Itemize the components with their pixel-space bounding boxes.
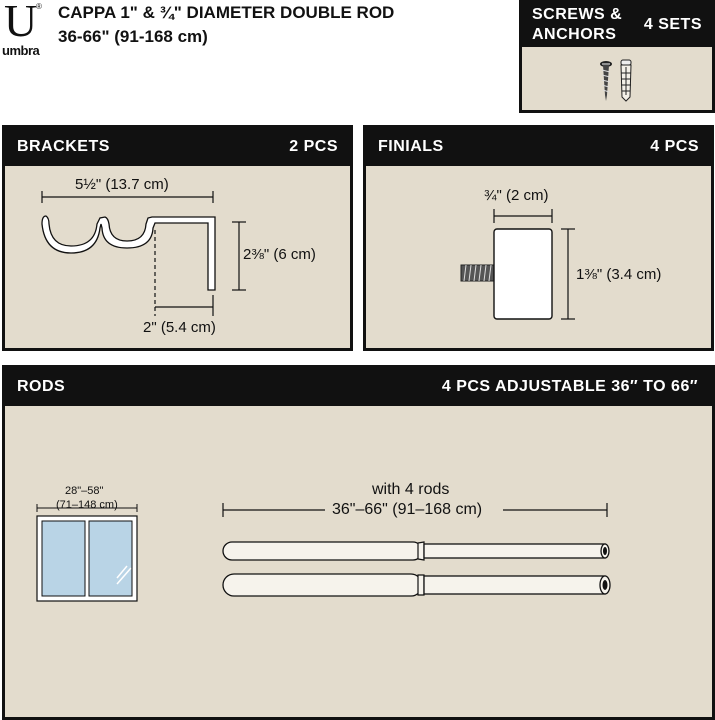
finials-panel xyxy=(363,125,714,351)
window-glass-right xyxy=(89,521,132,596)
window-dim-line2: (71–148 cm) xyxy=(56,499,118,511)
brand-logo xyxy=(2,2,48,62)
finial-screw-stud xyxy=(461,265,494,281)
rod-thick xyxy=(223,574,610,596)
rods-qty: 4 PCS ADJUSTABLE 36″ TO 66″ xyxy=(441,378,698,395)
brackets-panel xyxy=(2,125,353,351)
product-size: 36-66" (91-168 cm) xyxy=(58,27,208,46)
logo-mark: U xyxy=(4,0,38,46)
bracket-shape xyxy=(42,216,215,290)
screws-title-2: ANCHORS xyxy=(532,26,617,43)
finials-title: FINIALS xyxy=(378,138,444,155)
finial-height-label: 1⅜" (3.4 cm) xyxy=(576,266,662,283)
rods-note: with 4 rods xyxy=(372,481,450,498)
screw-icon xyxy=(600,61,612,101)
bracket-depth-label: 2" (5.4 cm) xyxy=(143,319,216,336)
rods-title: RODS xyxy=(17,378,66,395)
window-glass-left xyxy=(42,521,85,596)
bracket-height-label: 2⅜" (6 cm) xyxy=(243,246,316,263)
brackets-header xyxy=(5,128,350,166)
screw-and-anchor-icon xyxy=(586,55,646,105)
rods-length-label: 36"–66" (91–168 cm) xyxy=(332,501,483,518)
brackets-title: BRACKETS xyxy=(17,138,110,155)
bracket-width-label: 5½" (13.7 cm) xyxy=(75,176,169,193)
anchor-icon xyxy=(621,60,631,101)
finial-cap xyxy=(494,229,552,319)
screws-header xyxy=(522,3,712,47)
logo-text: umbra xyxy=(2,43,40,58)
brackets-qty: 2 PCS xyxy=(289,138,338,155)
rods-header xyxy=(5,368,712,406)
product-title: CAPPA 1" & ¾" DIAMETER DOUBLE ROD xyxy=(58,3,395,22)
screws-qty: 4 SETS xyxy=(643,16,702,33)
rod-thin xyxy=(223,542,609,560)
rods-panel xyxy=(2,365,715,720)
finials-qty: 4 PCS xyxy=(650,138,699,155)
screws-title-1: SCREWS & xyxy=(532,6,623,23)
window-dim-line1: 28"–58" xyxy=(65,485,104,497)
window-drawing xyxy=(33,500,143,610)
finials-header xyxy=(366,128,711,166)
finial-width-label: ¾" (2 cm) xyxy=(484,187,549,204)
logo-registered: ® xyxy=(36,2,42,11)
screws-panel xyxy=(519,0,715,113)
